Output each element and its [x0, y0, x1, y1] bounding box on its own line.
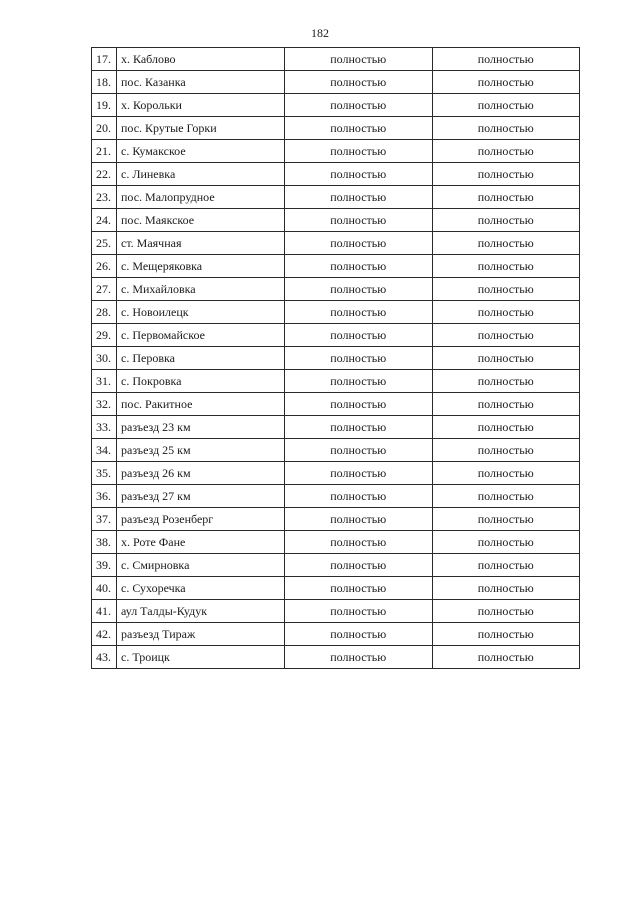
row-number-cell: 31. [92, 370, 117, 393]
table-row [92, 485, 580, 508]
coverage-status-cell: полностью [432, 370, 580, 393]
row-number-cell: 37. [92, 508, 117, 531]
coverage-status-cell: полностью [285, 140, 433, 163]
table-row [92, 508, 580, 531]
settlement-name-cell: разъезд 27 км [117, 485, 285, 508]
table-row [92, 623, 580, 646]
coverage-status-cell: полностью [285, 186, 433, 209]
row-number-cell: 18. [92, 71, 117, 94]
row-number-cell: 42. [92, 623, 117, 646]
coverage-status-cell: полностью [432, 140, 580, 163]
settlement-name-cell: разъезд 26 км [117, 462, 285, 485]
table-row [92, 209, 580, 232]
settlement-name-cell: с. Мещеряковка [117, 255, 285, 278]
coverage-status-cell: полностью [432, 186, 580, 209]
table-row [92, 163, 580, 186]
row-number-cell: 33. [92, 416, 117, 439]
settlement-name-cell: с. Смирновка [117, 554, 285, 577]
coverage-status-cell: полностью [285, 301, 433, 324]
coverage-status-cell: полностью [285, 163, 433, 186]
coverage-status-cell: полностью [285, 117, 433, 140]
coverage-status-cell: полностью [432, 117, 580, 140]
coverage-status-cell: полностью [285, 531, 433, 554]
coverage-status-cell: полностью [285, 416, 433, 439]
row-number-cell: 36. [92, 485, 117, 508]
row-number-cell: 20. [92, 117, 117, 140]
row-number-cell: 30. [92, 347, 117, 370]
row-number-cell: 21. [92, 140, 117, 163]
row-number-cell: 24. [92, 209, 117, 232]
table-row [92, 393, 580, 416]
settlement-name-cell: пос. Крутые Горки [117, 117, 285, 140]
coverage-status-cell: полностью [285, 232, 433, 255]
coverage-status-cell: полностью [432, 255, 580, 278]
table-row [92, 186, 580, 209]
coverage-status-cell: полностью [285, 554, 433, 577]
coverage-status-cell: полностью [432, 71, 580, 94]
settlement-name-cell: с. Линевка [117, 163, 285, 186]
row-number-cell: 41. [92, 600, 117, 623]
settlement-name-cell: х. Корольки [117, 94, 285, 117]
table-row [92, 577, 580, 600]
row-number-cell: 29. [92, 324, 117, 347]
coverage-status-cell: полностью [432, 94, 580, 117]
coverage-status-cell: полностью [432, 347, 580, 370]
coverage-status-cell: полностью [285, 462, 433, 485]
coverage-status-cell: полностью [285, 324, 433, 347]
settlement-name-cell: аул Талды-Кудук [117, 600, 285, 623]
table-body [92, 48, 580, 669]
coverage-status-cell: полностью [432, 577, 580, 600]
coverage-status-cell: полностью [432, 163, 580, 186]
row-number-cell: 23. [92, 186, 117, 209]
settlement-name-cell: разъезд Розенберг [117, 508, 285, 531]
row-number-cell: 19. [92, 94, 117, 117]
table-row [92, 646, 580, 669]
table-row [92, 140, 580, 163]
row-number-cell: 17. [92, 48, 117, 71]
table-row [92, 416, 580, 439]
row-number-cell: 28. [92, 301, 117, 324]
coverage-status-cell: полностью [432, 48, 580, 71]
coverage-status-cell: полностью [432, 324, 580, 347]
table-row [92, 554, 580, 577]
settlement-name-cell: пос. Казанка [117, 71, 285, 94]
table-row [92, 94, 580, 117]
settlement-name-cell: с. Первомайское [117, 324, 285, 347]
row-number-cell: 38. [92, 531, 117, 554]
settlement-name-cell: пос. Малопрудное [117, 186, 285, 209]
settlement-name-cell: с. Покровка [117, 370, 285, 393]
settlement-name-cell: ст. Маячная [117, 232, 285, 255]
settlement-name-cell: с. Кумакское [117, 140, 285, 163]
table-row [92, 301, 580, 324]
coverage-status-cell: полностью [432, 209, 580, 232]
coverage-status-cell: полностью [432, 439, 580, 462]
settlement-name-cell: разъезд Тираж [117, 623, 285, 646]
row-number-cell: 27. [92, 278, 117, 301]
coverage-status-cell: полностью [285, 508, 433, 531]
table-row [92, 71, 580, 94]
table-row [92, 462, 580, 485]
coverage-status-cell: полностью [285, 646, 433, 669]
settlement-name-cell: х. Роте Фане [117, 531, 285, 554]
coverage-status-cell: полностью [432, 485, 580, 508]
row-number-cell: 43. [92, 646, 117, 669]
table-row [92, 347, 580, 370]
settlement-name-cell: с. Перовка [117, 347, 285, 370]
coverage-status-cell: полностью [285, 370, 433, 393]
coverage-status-cell: полностью [432, 600, 580, 623]
row-number-cell: 40. [92, 577, 117, 600]
coverage-status-cell: полностью [432, 301, 580, 324]
settlements-table [91, 47, 580, 669]
table-row [92, 48, 580, 71]
settlement-name-cell: пос. Маякское [117, 209, 285, 232]
settlement-name-cell: с. Сухоречка [117, 577, 285, 600]
settlement-name-cell: разъезд 23 км [117, 416, 285, 439]
settlement-name-cell: разъезд 25 км [117, 439, 285, 462]
row-number-cell: 39. [92, 554, 117, 577]
row-number-cell: 22. [92, 163, 117, 186]
row-number-cell: 35. [92, 462, 117, 485]
coverage-status-cell: полностью [285, 71, 433, 94]
settlement-name-cell: с. Троицк [117, 646, 285, 669]
coverage-status-cell: полностью [432, 554, 580, 577]
coverage-status-cell: полностью [285, 347, 433, 370]
coverage-status-cell: полностью [432, 462, 580, 485]
table-row [92, 232, 580, 255]
coverage-status-cell: полностью [432, 623, 580, 646]
coverage-status-cell: полностью [285, 209, 433, 232]
coverage-status-cell: полностью [285, 393, 433, 416]
row-number-cell: 26. [92, 255, 117, 278]
coverage-status-cell: полностью [285, 623, 433, 646]
table-row [92, 324, 580, 347]
row-number-cell: 32. [92, 393, 117, 416]
settlement-name-cell: пос. Ракитное [117, 393, 285, 416]
page-number: 182 [311, 26, 329, 40]
coverage-status-cell: полностью [432, 646, 580, 669]
table-row [92, 439, 580, 462]
coverage-status-cell: полностью [285, 600, 433, 623]
settlement-name-cell: с. Новоилецк [117, 301, 285, 324]
coverage-status-cell: полностью [432, 393, 580, 416]
coverage-status-cell: полностью [285, 485, 433, 508]
coverage-status-cell: полностью [285, 48, 433, 71]
coverage-status-cell: полностью [285, 94, 433, 117]
table-row [92, 370, 580, 393]
row-number-cell: 25. [92, 232, 117, 255]
table-row [92, 531, 580, 554]
coverage-status-cell: полностью [432, 416, 580, 439]
coverage-status-cell: полностью [285, 255, 433, 278]
settlement-name-cell: с. Михайловка [117, 278, 285, 301]
table-row [92, 117, 580, 140]
coverage-status-cell: полностью [285, 577, 433, 600]
coverage-status-cell: полностью [432, 531, 580, 554]
settlement-name-cell: х. Каблово [117, 48, 285, 71]
table-row [92, 600, 580, 623]
table-row [92, 278, 580, 301]
coverage-status-cell: полностью [432, 508, 580, 531]
coverage-status-cell: полностью [285, 278, 433, 301]
coverage-status-cell: полностью [432, 232, 580, 255]
row-number-cell: 34. [92, 439, 117, 462]
table-row [92, 255, 580, 278]
coverage-status-cell: полностью [432, 278, 580, 301]
coverage-status-cell: полностью [285, 439, 433, 462]
